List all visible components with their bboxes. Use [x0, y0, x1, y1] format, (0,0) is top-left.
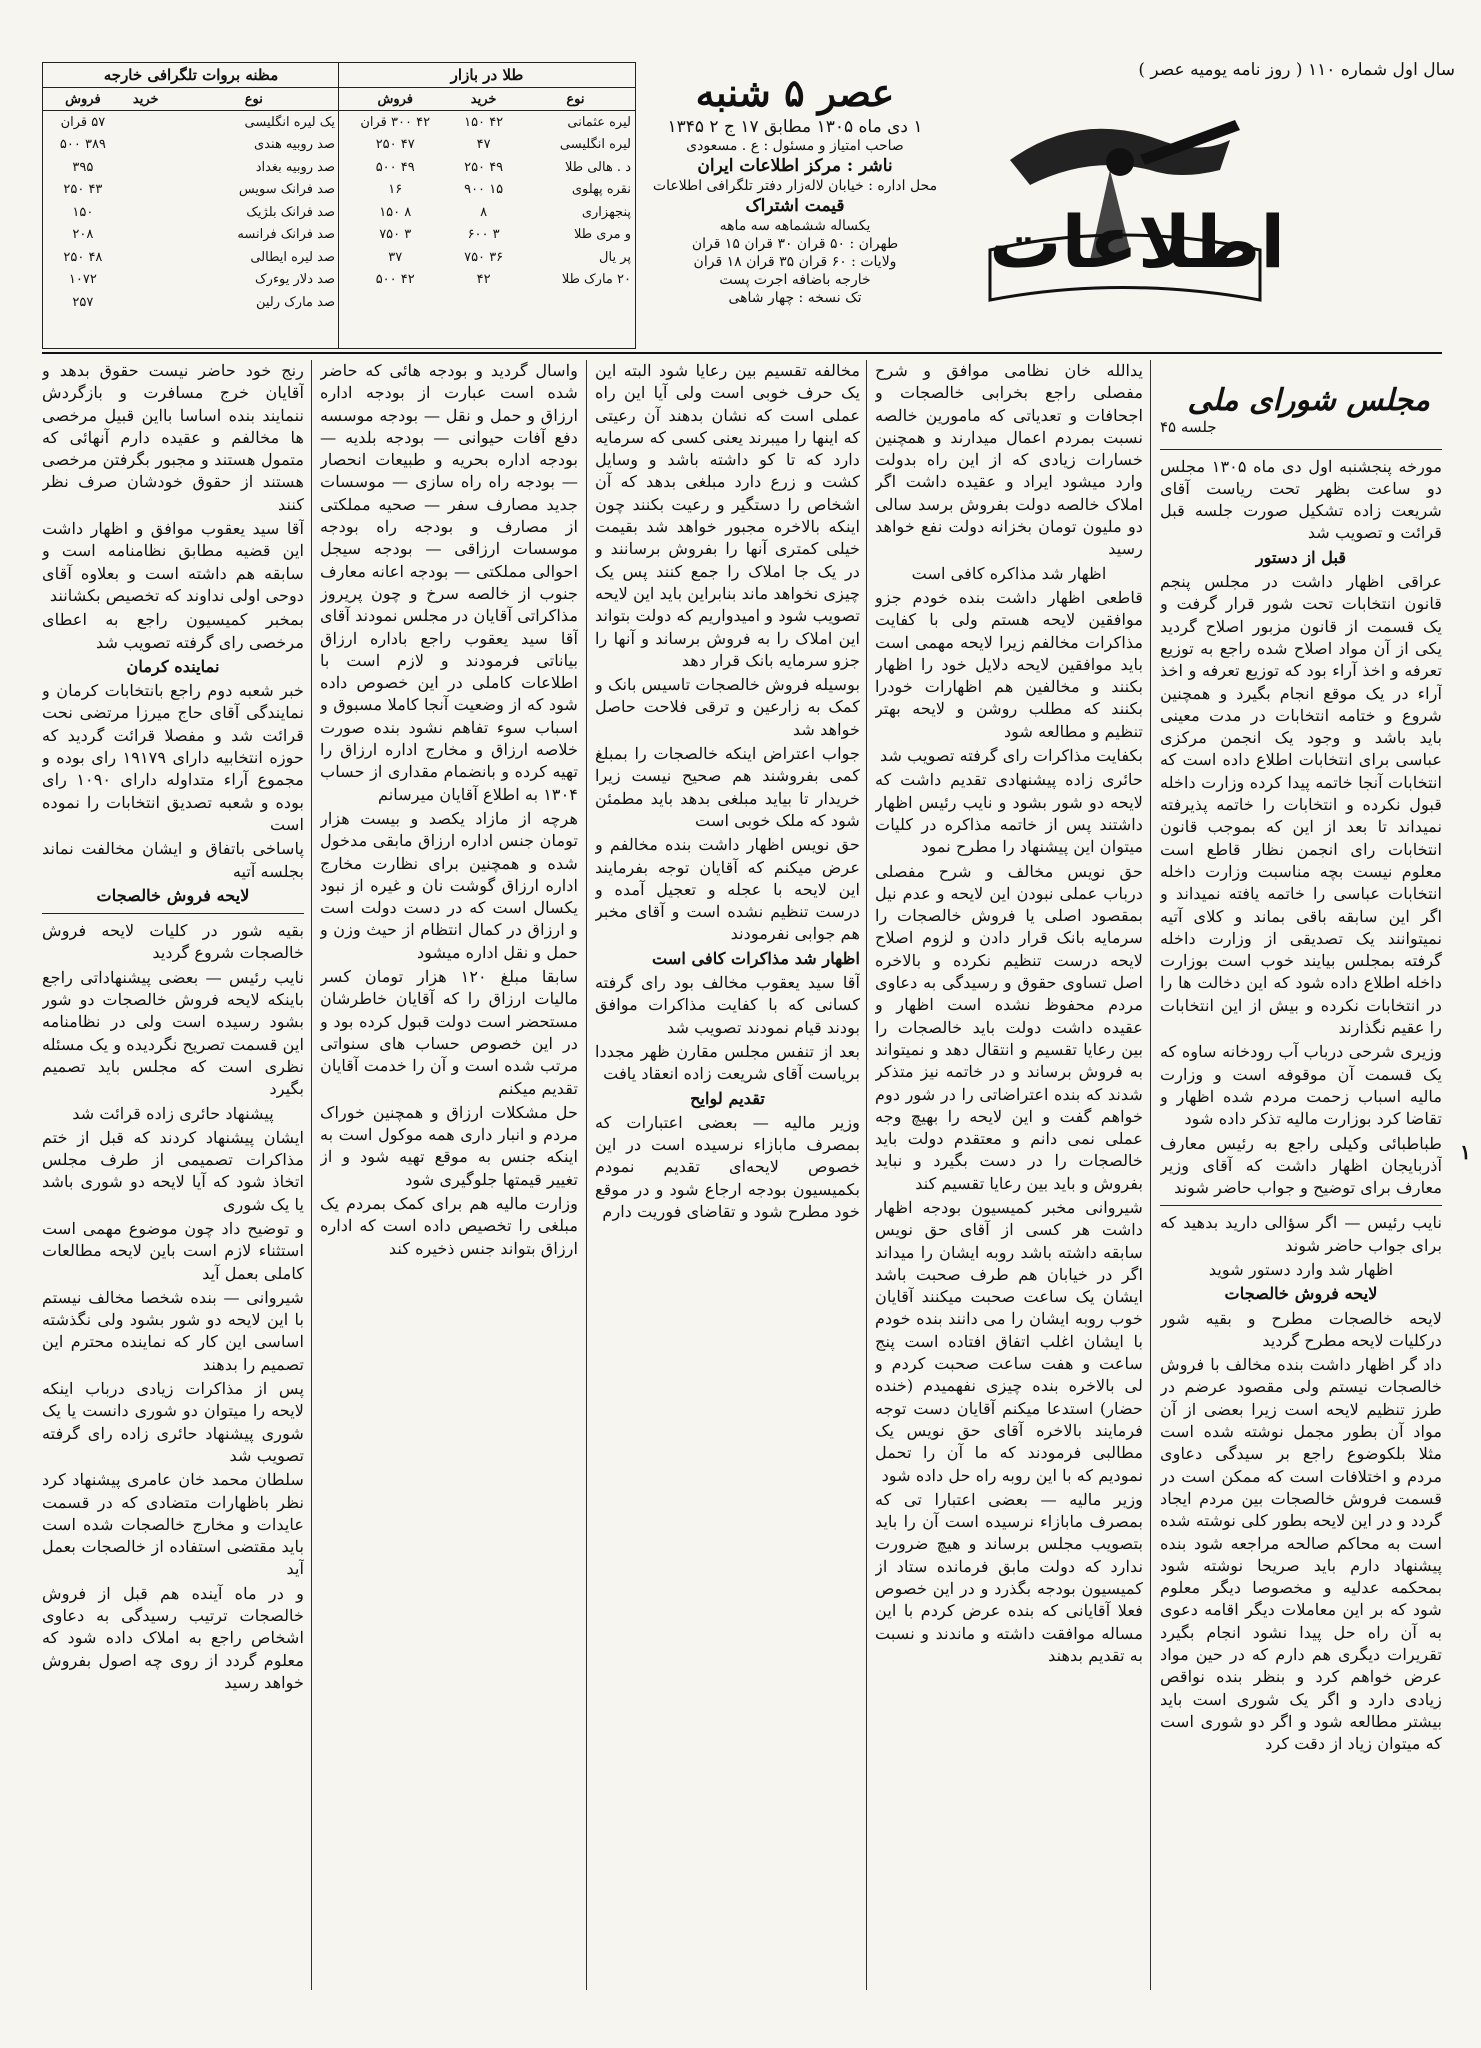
cell: یک لیره انگلیسی — [244, 114, 335, 130]
column-1 — [1160, 360, 1442, 1990]
cell: ۵۷ قران — [60, 114, 106, 130]
subheading: نماینده کرمان — [126, 656, 220, 676]
paragraph: لایحه خالصجات مطرح و بقیه شور درکلیات لایحه مطرح گردید — [1160, 1308, 1442, 1350]
gold-col-type: نوع — [516, 88, 635, 111]
paragraph: وزیر مالیه — بعضی اعتبارا تی که بمصرف مابازاء نرسیده است آن را باید بتصویب مجلس برساند و هیچ ضرورت ندارد که دولت مابق فرمانده ستاد از کمیسیون بودجه بگذرد و در این خصوص فعلا آقایانی که بنده عرض کردم با این مساله موافقت داشته و ماندند و نسبت به تقدیم بدهند — [875, 1489, 1143, 1665]
cell: ۳۷ — [388, 249, 403, 265]
cell — [123, 269, 169, 292]
cell: پر یال — [599, 249, 631, 265]
cell — [123, 111, 169, 134]
paragraph: وزیری شرحی درباب آب رودخانه ساوه که یک قسمت آن موقوفه است و وزارت مالیه اسباب زحمت مردم شده اظهار و تقاضا کرد بوزارت مالیه تذکر داده شود — [1160, 1042, 1442, 1129]
fx-col-buy: خرید — [123, 88, 169, 111]
table-row — [339, 156, 635, 179]
table-row — [43, 201, 339, 224]
column-rule — [866, 360, 867, 1990]
paragraph: وزیر مالیه — بعضی اعتبارات که بمصرف مابازاء نرسیده است در این خصوص لایحه‌ای تقدیم نمودم بکمیسیون بودجه ارجاع شود و در موقع خود مطرح شود و تقاضای فوریت دارم — [595, 1112, 860, 1221]
paragraph: جواب اعتراض اینکه خالصجات را بمبلغ کمی بفروشند هم صحیح نیست زیرا خریدار تا بیاید مبلغی بدهد باید مطمئن شود که ملک خوبی است — [595, 744, 860, 830]
paragraph: اظهار شد وارد دستور شوید — [1208, 1259, 1394, 1279]
paragraph: سابقا مبلغ ۱۲۰ هزار تومان کسر مالیات ارزاق را که آقایان خاطرشان مستحضر است دولت قبول کرده بود و در این خصوص حساب های سنواتی مرتب شده است و آن را خدمت آقایان تقدیم میکنم — [320, 967, 578, 1098]
fx-table — [43, 63, 339, 348]
section-title: مجلس شورای ملی — [1187, 383, 1430, 418]
paragraph: بعد از تنفس مجلس مقارن ظهر مجددا بریاست آقای شریعت زاده انعقاد یافت — [595, 1041, 860, 1084]
table-row — [43, 246, 339, 269]
cell: صد فرانک سویس — [238, 182, 335, 198]
paragraph: پیشنهاد حائری زاده قرائت شد — [72, 1103, 274, 1123]
paragraph: بقیه شور در کلیات لایحه فروش خالصجات شروع گردید — [42, 921, 304, 963]
cell — [123, 134, 169, 157]
paragraph: هرچه از مازاد یکصد و بیست هزار تومان جنس اداره ارزاق مابقی مدخول شده و همچنین برای نظارت مخارج اداره ارزاق گوشت نان و غیره از نبود یکسال است که در دست دولت است و ارزاق در کمال انتظام از حیث وزن و حمل و نقل اداره میشود — [320, 808, 578, 962]
column-2 — [875, 360, 1143, 1990]
paragraph: رنج خود حاضر نیست حقوق بدهد و آقایان خرج مسافرت و بازگردش ننمایند بنده اساسا بااین قبیل مرخصی ها مخالفم و عقیده دارم آنهائی که متمول هستند و مجبور بگرفتن مرخصی هستند از حقوق خودشان صرف نظر کنند — [42, 361, 304, 514]
cell: ۱۶ — [388, 182, 403, 198]
paragraph: و توضیح داد چون موضوع مهمی است استثناء لازم است باین لایحه مطالعات کاملی بعمل آید — [42, 1218, 304, 1283]
paragraph: داد گر اظهار داشت بنده مخالف با فروش خالصجات نیستم ولی مقصود عرضم در طرز تنظیم لایحه است زیرا بعضی از آن مواد آن بطور مجمل نوشته شده است مثلا بلکوضوع راجع بر سیدگی دعاوی مردم و اختلافات است که ممکن است در قسمت فروش خالصجات بین مردم ایجاد گردد و در این لایحه بطور کلی نوشته شده است به محاکم صالحه مراجعه شود بنده پیشنهاد دارم باید صریحا نوشته شود بمحکمه عدلیه و مخصوصا دیگر معلوم شود که بر این معاملات دیگر اقامه دعوی به آن راه حل پیدا نشود انجام بگیرد تقریرات دیگری هم دارم که در حین مواد عرض خواهم کرد و بنظر بنده نواقص زیادی دارد و اگر یک شوری است باید بیشتر مطالعه شود و اگر دو شوری است که میتوان زیاد از دقت کرد — [1160, 1355, 1442, 1754]
price-header: یکساله ششماهه سه ماهه — [719, 218, 871, 234]
cell: ۸ ۱۵۰ — [379, 204, 412, 220]
cell — [123, 201, 169, 224]
table-row — [43, 111, 339, 134]
gold-col-sell: فروش — [339, 88, 451, 111]
paragraph: بکفایت مذاکرات رای گرفته تصویب شد — [879, 746, 1143, 766]
masthead — [955, 60, 1455, 330]
cell: ۴۷ ۲۵۰ — [375, 137, 415, 153]
column-rule — [586, 360, 587, 1990]
paragraph: قاطعی اظهار داشت بنده خودم جزو موافقین لایحه هستم ولی با کفایت مذاکرات مخالفم زیرا لایحه مهمی است باید موافقین لایحه دلایل خود را اظهار بکنند و مخالفین هم اظهارات خودرا بکنند که مطلب روشن و لایحه بهتر تنظیم و مطالعه شود — [875, 587, 1143, 741]
cell: لیره انگلیسی — [559, 137, 631, 153]
cell: صد روبیه بغداد — [255, 159, 335, 175]
fx-table-title: مظنه بروات تلگرافی خارجه — [43, 63, 339, 88]
paragraph: و در ماه آینده هم قبل از فروش خالصجات ترتیب رسیدگی به دعاوی اشخاص راجع به املاک داده شود که معلوم گردد از روی چه اصول بفروش خواهد رسید — [42, 1583, 304, 1692]
divider — [1160, 449, 1442, 450]
table-row — [339, 269, 635, 292]
cell — [123, 156, 169, 179]
cell: د . هالی طلا — [564, 159, 631, 175]
price-title: قیمت اشتراک — [745, 196, 845, 216]
subheading: لایحه فروش خالصجات — [1224, 1284, 1378, 1304]
paragraph: حق نویس مخالف و شرح مفصلی درباب عملی نبودن این لایحه و عدم نیل بمقصود اصلی یا فروش خالصجات را سرمایه بانک قرار دادن و لزوم اصلاح لایحه درست تنظیم نکرده و بالاخره اصل تساوی حقوق و رسیدگی به دعاوی مردم محفوظ نشده است اظهار و عقیده داشت دولت باید خالصجات را بین رعایا تقسیم و انتقال دهد و نمیتواند به فروش برساند و در خاتمه نیز متذکر شدند که بنده اعتراضاتی را در شور دوم خواهم گفت و این لایحه را بهیچ وجه عملی نمی دانم و معتقدم دولت باید خالصجات را در دست بگیرد و نباید بفروش و باید بین رعایا تقسیم کند — [875, 861, 1143, 1193]
paragraph: مورخه پنجشنبه اول دی ماه ۱۳۰۵ مجلس دو ساعت بظهر تحت ریاست آقای شریعت زاده تشکیل صورت جلسه قبل قرائت و تصویب شد — [1160, 456, 1442, 543]
paragraph: آقا سید یعقوب موافق و اظهار داشت این قضیه مطابق نظامنامه است و سابقه هم داشته است و بعلاوه آقای دوحی اولی نداوند که تخصیص بکشانند — [42, 519, 304, 605]
cell: صد فرانک بلژیک — [246, 204, 335, 220]
paragraph: بوسیله فروش خالصجات تاسیس بانک و کمک به زارعین و ترقی فلاحت حاصل خواهد شد — [595, 675, 860, 739]
paragraph: اظهار شد مذاکره کافی است — [911, 563, 1107, 583]
paragraph: نایب رئیس — بعضی پیشنهاداتی راجع باینکه لایحه فروش خالصجات دو شور بشود رسیده است ولی در نظامنامه این قسمت تصریح نگردیده و یک مسئله نظری است که مجلس باید تصمیم بگیرد — [42, 967, 304, 1099]
table-row — [43, 156, 339, 179]
cell: نقره پهلوی — [571, 182, 631, 198]
cell — [123, 224, 169, 247]
paragraph: پاساخی باتفاق و ایشان مخالفت نماند بجلسه آتیه — [42, 839, 304, 881]
table-row — [43, 291, 339, 314]
cell: ۳۶ ۷۵۰ — [464, 249, 504, 265]
market-tables — [42, 62, 636, 349]
cell: ۳ ۷۵۰ — [379, 227, 412, 243]
session-number: جلسه ۴۵ — [1160, 418, 1217, 437]
price-provinces: ولایات : ۶۰ قران ۳۵ قران ۱۸ قران — [693, 254, 897, 270]
cell: ۲۰ مارک طلا — [561, 272, 631, 288]
cell: ۱۵ ۹۰۰ — [464, 182, 504, 198]
issue-line: سال اول شماره ۱۱۰ ( روز نامه یومیه عصر ) — [1138, 60, 1455, 80]
cell: ۱۰۷۲ — [68, 272, 97, 288]
cell: ۴۸ ۲۵۰ — [63, 249, 103, 265]
cell: ۳۹۵ — [72, 159, 94, 175]
cell: صد مارک رلین — [255, 294, 335, 310]
single-copy-price: تک نسخه : چهار شاهی — [728, 290, 862, 306]
table-row — [339, 246, 635, 269]
cell: ۴۲ — [476, 272, 491, 288]
cell: ۴۳ ۲۵۰ — [63, 182, 103, 198]
column-rule — [1150, 360, 1151, 1990]
paragraph: اظهار شد مذاکرات کافی است — [651, 948, 860, 968]
table-row — [43, 269, 339, 292]
paragraph: نایب رئیس — اگر سؤالی دارید بدهید که برای جواب حاضر شوند — [1160, 1213, 1442, 1255]
cell: لیره عثمانی — [567, 114, 631, 130]
table-row — [339, 201, 635, 224]
column-rule — [311, 360, 312, 1990]
address-line: محل اداره : خیابان لاله‌زار دفتر تلگرافی اطلاعات — [652, 178, 938, 194]
subheading: لایحه فروش خالصجات — [96, 885, 250, 905]
paragraph: حائری زاده پیشنهادی تقدیم داشت که لایحه دو شور بشود و نایب رئیس اظهار داشتند پس از خاتمه مذاکره در کلیات میتوان این پیشنهاد را مطرح نمود — [875, 770, 1143, 857]
masthead-logo-text: اطلاعات — [989, 200, 1285, 284]
table-row — [339, 179, 635, 202]
paragraph: حق نویس اظهار داشت بنده مخالفم و عرض میکنم که آقایان توجه بفرمایند این لایحه با عجله و تعجیل آمده و درست تنظیم نشده است و آقای مخبر هم جوابی نفرمودند — [595, 835, 860, 944]
fx-col-type: نوع — [169, 88, 339, 111]
cell: ۱۵۰ — [72, 204, 94, 220]
publisher-box — [630, 60, 960, 340]
cell: پنجهزاری — [581, 204, 631, 220]
paragraph: پس از مذاکرات زیادی درباب اینکه لایحه را میتوان دو شوری دانست یا یک شوری پیشنهاد حائری زاده رای گرفته تصویب شد — [42, 1379, 304, 1465]
cell: ۴۹ ۵۰۰ — [375, 159, 415, 175]
paragraph: عراقی اظهار داشت در مجلس پنجم قانون انتخابات تحت شور قرار گرفت و یک قسمت از قانون مزبور اصلاح گردید یکی از آن مواد اصلاح شده راجع به توزیع تعرفه و اخذ آراء بود که توزیع تعرفه و اخذ آراء در یک موقع انجام بگیرد و همچنین شروع و ختامه انتخابات در مدت معینی باید باشد و وجود یک انجمن مرکزی عباسی برای انتخابات اطلاع داده است که انتخابات آنجا خاتمه پیدا کرده وزارت داخله قبول نکرده و انتخابات را خاتمه پذیرفته نمیداند تا بعد از این که بموجب قانون انتخابات رای انجمن نظار قاطع است معلوم نیست بچه مناسبت وزارت داخله انتخابات عباسی را خاتمه یافته نمیداند و اگر این سابقه باقی بماند و کلای آتیه نمیتوانند یک تصدیقی از وزارت داخله گرفته بمجلس بیایند خوب است بوزارت داخله اطلاع داده شود که این دخالت ها را در انتخابات نکرده و بیش از این انتخابات را عقیم نگذارند — [1160, 572, 1442, 1038]
price-foreign: خارجه باضافه اجرت پست — [719, 272, 871, 288]
gold-table — [338, 63, 635, 348]
table-row — [43, 134, 339, 157]
table-row — [339, 111, 635, 134]
table-row — [43, 179, 339, 202]
table-row — [339, 134, 635, 157]
cell: صد لیره ایطالی — [250, 249, 335, 265]
table-row — [43, 224, 339, 247]
cell: ۳ ۶۰۰ — [467, 227, 500, 243]
paragraph: خبر شعبه دوم راجع بانتخابات کرمان و نمایندگی آقای حاج میرزا مرتضی نحت قرائت شد و مفصلا قرائت گردید که حوزه انتخابیه دارای ۱۹۱۷۹ رای بوده و مجموع آراء متداوله دارای ۱۰۹۰ رای بوده و شعبه تصدیق انتخابات را نموده است — [42, 681, 304, 834]
cell — [123, 246, 169, 269]
publisher-line: ناشر : مرکز اطلاعات ایران — [697, 156, 893, 176]
price-tehran: طهران : ۵۰ قران ۳۰ قران ۱۵ قران — [691, 236, 899, 252]
cell: ۸ — [480, 204, 488, 220]
paragraph: شیروانی — بنده شخصا مخالف نیستم با این لایحه دو شور بشود ولی نگذشته اساسی این کار که نماینده محترم این تصمیم را بدهند — [42, 1287, 304, 1374]
paragraph: وزارت مالیه هم برای کمک بمردم یک مبلغی را تخصیص داده است که اداره ارزاق بتواند جنس ذخیره کند — [320, 1193, 578, 1258]
paragraph: سلطان محمد خان عامری پیشنهاد کرد نظر باظهارات متضادی که در قسمت عایدات و مخارج خالصجات شده است باید مقتضی استفاده از خالصجات بعمل آید — [42, 1470, 304, 1579]
header-divider — [42, 352, 1442, 354]
cell: ۴۲ ۱۵۰ — [464, 114, 504, 130]
page-marker: ۱ — [1460, 1140, 1471, 1164]
paragraph: بمخبر کمیسیون راجع به اعطای مرخصی رای گرفته تصویب شد — [42, 610, 304, 652]
cell: ۲۵۷ — [72, 294, 94, 310]
divider — [1160, 1205, 1442, 1206]
issue-day: عصر ۵ شنبه — [695, 70, 895, 115]
cell: ۲۰۸ — [72, 227, 94, 243]
cell: صد روبیه هندی — [254, 137, 335, 153]
paragraph: حل مشکلات ارزاق و همچنین خوراک مردم و انبار داری همه موکول است به اینکه جنس به موقع تهیه شود و از تغییر قیمتها جلوگیری شود — [320, 1102, 578, 1189]
cell: و مری طلا — [574, 227, 631, 243]
subheading: تقدیم لوایح — [690, 1088, 765, 1108]
owner-line: صاحب امتیاز و مسئول : ع . مسعودی — [686, 138, 904, 154]
paragraph: آقا سید یعقوب مخالف بود رای گرفته کسانی که با کفایت مذاکرات موافق بودند قیام نمودند تصویب شد — [595, 973, 860, 1037]
cell: ۴۹ ۲۵۰ — [464, 159, 504, 175]
column-3 — [595, 360, 860, 1990]
paragraph: طباطبائی وکیلی راجع به رئیس معارف آذربایجان اظهار داشت که آقای وزیر معارف برای توضیح و جواب حاضر شوند — [1160, 1133, 1442, 1198]
cell: ۴۲ ۳۰۰ قران — [360, 114, 431, 130]
column-4 — [320, 360, 578, 1990]
cell: ۴۲ ۵۰۰ — [375, 272, 415, 288]
paragraph: یدالله خان نظامی موافق و شرح مفصلی راجع بخرابی خالصجات و اجحافات و تعدیاتی که مامورین خالصه نسبت بمردم اعمال میدارند و همچنین خسارات زیادی که از این راه بدولت وارد میشود ایراد و عقیده داشت اگر املاک خالصه دولت بفروش برسد سالی دو ملیون تومان بخزانه دولت نفع خواهد رسید — [875, 361, 1143, 559]
paragraph: شیروانی مخبر کمیسیون بودجه اظهار داشت هر کسی از آقای حق نویس سابقه داشته باشد روبه ایشان را میداند اگر در خیابان هم طرف صحبت باشد ایشان یک ساعت صحبت میکنند آقایان خوب روبه ایشان را می دانند بنده خودم با ایشان اغلب اتفاق افتاده است پنج ساعت و هفت ساعت صحبت کردم و لی بالاخره بنده چیزی نفهمیدم (خنده حضار) استدعا میکنم آقایان دست توجه فرمایند بالاخره آقای حق نویس یک مطالبی فرمودند که ما آن را تحمل نمودیم که با این روبه راه حل داده شود — [875, 1197, 1143, 1485]
fx-col-sell: فروش — [43, 88, 123, 111]
cell — [123, 179, 169, 202]
cell — [123, 291, 169, 314]
gold-col-buy: خرید — [451, 88, 515, 111]
cell: ۳۸۹ ۵۰۰ — [59, 137, 106, 153]
column-5 — [42, 360, 304, 1990]
divider — [42, 913, 304, 914]
subheading: قبل از دستور — [1255, 547, 1347, 567]
issue-date: ۱ دی ماه ۱۳۰۵ مطابق ۱۷ ج ۲ ۱۳۴۵ — [667, 117, 923, 137]
cell: ۴۷ — [476, 137, 491, 153]
paragraph: ایشان پیشنهاد کردند که قبل از ختم مذاکرات تصمیمی از طرف مجلس اتخاذ شود که آیا لایحه دو شوری باشد یا یک شوری — [42, 1127, 304, 1214]
paragraph: مخالفه تقسیم بین رعایا شود البته این یک حرف خوبی است ولی آیا این راه عملی است که نشان بدهند آن رعیتی که اینها را میبرند یعنی کسی که سرمایه دارد که تا کو داشته باشد و وسایل کشت و زرع دارد مبلغی بدهد که آن اشخاص را دستگیر و رعیت بکنند چون اینکه بالاخره مجبور خواهد شد بقیمت خیلی کمتری آنها را بفروش برسانند و در یک جا املاک را جمع کنند پس یک چیزی نخواهد ماند بنابراین باید این لایحه تصویب شود و امیدواریم که دولت بتواند این املاک را به فروش برساند و آنها را جزو سرمایه بانک قرار دهد — [595, 361, 860, 670]
cell: صد دلار یوءرک — [255, 272, 335, 288]
cell: صد فرانک فرانسه — [237, 227, 335, 243]
paragraph: واسال گردید و بودجه هائی که حاضر شده است عبارت از بودجه اداره ارزاق و حمل و نقل — بودجه موسسه دفع آفات حیوانی — بودجه بلدیه — بودجه اداره بحریه و طبیعات انحصار — بودجه راه راه سازی — موسسات جدید مصارف سفر — صحیه مملکتی از مصارف و بودجه راه بودجه موسسات ارزاقی — بودجه سیجل احوالی مملکتی — بودجه اعانه معارف جنوب از خالصه سرخ و چون پریروز مذاکراتی آقایان در مجلس نمودند آقای آقا سید یعقوب راجع باداره ارزاق بیاناتی فرمودند و لازم است با اطلاعات کاملی در این خصوص داده شود که از وضعیت آنجا کاملا مسبوق و اسباب سوء تفاهم نشود بنده صورت خلاصه ارزاق و مخارج اداره ارزاق را تهیه کرده و بانضمام مقداری از حساب ۱۳۰۴ به اطلاع آقایان میرسانم — [320, 361, 578, 804]
gold-table-title: طلا در بازار — [339, 63, 635, 88]
table-row — [339, 224, 635, 247]
